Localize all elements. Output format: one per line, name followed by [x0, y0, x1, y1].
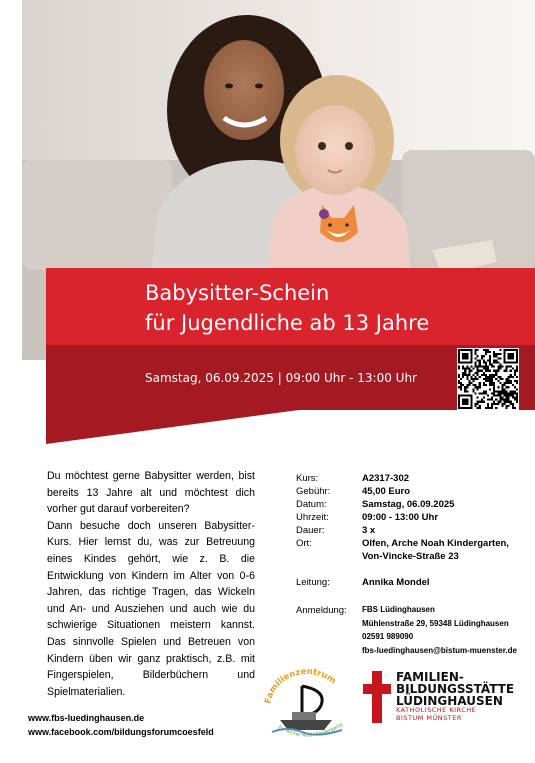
footer-links — [28, 711, 214, 739]
title-line-2: für Jugendliche ab 13 Jahre — [145, 311, 430, 335]
fbs-line-4: KATHOLISCHE KIRCHE — [396, 706, 477, 714]
ort-label: Ort: — [296, 538, 312, 549]
ort-value-line-1: Olfen, Arche Noah Kindergarten, — [362, 538, 509, 549]
fbs-wordmark — [396, 671, 514, 722]
intro-paragraph-2: Dann besuche doch unseren Babysitter-Kurs. Hier lernst du, was zur Betreuung eines Kindes gehört, wie z. B. die Entwicklung von Kindern im Alter von 0-6 Jahren, das richtige Tragen, das Wickeln und An- und Ausziehen und auch wie du schwierige Situationen meistern kannst. Das sinnvolle Spielen und Betreuen von Kindern üben wir ganz praktisch, z.B. mit Fingerspielen, Bilderbüchern und Spielmaterialien. — [47, 519, 255, 698]
anmeldung-label: Anmeldung: — [296, 605, 347, 616]
website-link[interactable]: www.fbs-luedinghausen.de — [28, 713, 145, 723]
page-title — [145, 278, 429, 338]
uhrzeit-value: 09:00 - 13:00 Uhr — [362, 512, 439, 523]
fbs-line-1: FAMILIEN- — [396, 670, 464, 684]
logo-arc-text: Familienzentrum — [263, 668, 338, 705]
gebuehr-label: Gebühr: — [296, 486, 331, 497]
intro-text — [47, 468, 255, 700]
logo-subtext: Ev. Arche Noah Kindergarte — [277, 721, 345, 739]
familienzentrum-logo — [262, 668, 352, 748]
anmeldung-name: FBS Lüdinghausen — [362, 605, 435, 614]
ort-value-line-2: Von-Vincke-Straße 23 — [362, 551, 459, 562]
kurs-value: A2317-302 — [362, 473, 410, 484]
banner-tail — [46, 409, 306, 444]
qr-code[interactable] — [457, 348, 519, 410]
fbs-line-2: BILDUNGSSTÄTTE — [396, 682, 515, 696]
dauer-label: Dauer: — [296, 525, 325, 536]
cross-icon — [363, 671, 391, 723]
kurs-label: Kurs: — [296, 473, 319, 484]
fbs-line-3: LÜDINGHAUSEN — [396, 694, 503, 708]
anmeldung-phone: 02591 989090 — [362, 632, 414, 641]
uhrzeit-label: Uhrzeit: — [296, 512, 329, 523]
intro-paragraph-1: Du möchtest gerne Babysitter werden, bist bereits 13 Jahre alt und möchtest dich vorher gut darauf vorbereiten? — [47, 470, 255, 516]
event-date-line: Samstag, 06.09.2025 | 09:00 Uhr - 13:00 Uhr — [145, 371, 417, 385]
anmeldung-email[interactable]: fbs-luedinghausen@bistum-muenster.de — [362, 646, 517, 655]
facebook-link[interactable]: www.facebook.com/bildungsforumcoesfeld — [28, 727, 214, 737]
leitung-value: Annika Mondel — [362, 577, 430, 588]
anmeldung-address: Mühlenstraße 29, 59348 Lüdinghausen — [362, 619, 509, 628]
svg-text:Familienzentrum — [263, 668, 337, 705]
datum-value: Samstag, 06.09.2025 — [362, 499, 455, 510]
leitung-label: Leitung: — [296, 577, 330, 588]
fbs-line-5: BISTUM MÜNSTER — [396, 713, 462, 722]
title-line-1: Babysitter-Schein — [145, 281, 330, 305]
gebuehr-value: 45,00 Euro — [362, 486, 411, 497]
datum-label: Datum: — [296, 499, 327, 510]
dauer-value: 3 x — [362, 525, 376, 536]
